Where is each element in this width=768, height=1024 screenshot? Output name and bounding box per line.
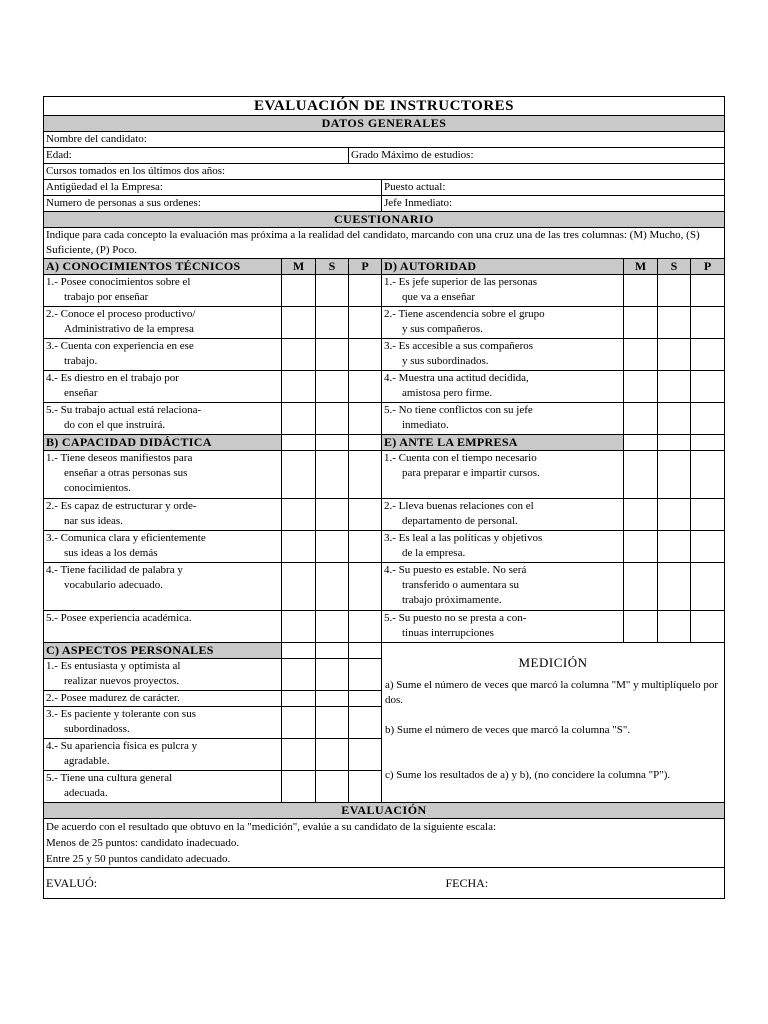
question-text-line: subordinadoss.: [64, 723, 130, 735]
mark-a-5-p[interactable]: [349, 403, 382, 435]
question-text-line: departamento de personal.: [402, 515, 518, 527]
question-text-line: 1.- Es jefe superior de las personas: [384, 276, 538, 288]
column-p-header: P: [349, 259, 382, 275]
form-table: [43, 96, 725, 899]
mark-a-1-s[interactable]: [316, 275, 349, 307]
mark-c-3-m[interactable]: [282, 707, 316, 739]
evaluation-form: [43, 96, 724, 899]
antiguedad-field[interactable]: Antigüedad el la Empresa:: [44, 180, 382, 196]
question-text-line: enseñar: [64, 387, 98, 399]
question-b-5: [44, 611, 282, 643]
mark-e-4-p[interactable]: [691, 563, 725, 611]
question-text-line: amistosa pero firme.: [402, 387, 493, 399]
question-d-4: [382, 371, 624, 403]
question-e-5: [382, 611, 624, 643]
column-m-header: M: [282, 259, 316, 275]
mark-c-3-s[interactable]: [316, 707, 349, 739]
mark-e-1-m[interactable]: [624, 451, 658, 499]
question-text-line: 4.- Su puesto es estable. No será: [384, 564, 527, 576]
mark-e-3-s[interactable]: [658, 531, 691, 563]
question-text-line: 3.- Cuenta con experiencia en ese: [46, 340, 194, 352]
mark-b-2-p[interactable]: [349, 499, 382, 531]
mark-a-4-m[interactable]: [282, 371, 316, 403]
question-a-5: [44, 403, 282, 435]
question-e-4: [382, 563, 624, 611]
sections-b-e: [44, 451, 725, 643]
question-b-2: [44, 499, 282, 531]
question-text-line: 2.- Conoce el proceso productivo/: [46, 308, 196, 320]
mark-e-5-s[interactable]: [658, 611, 691, 643]
mark-a-3-m[interactable]: [282, 339, 316, 371]
question-text-line: adecuada.: [64, 787, 108, 799]
question-c-4: [44, 739, 282, 771]
mark-a-5-s[interactable]: [316, 403, 349, 435]
mark-d-1-m[interactable]: [624, 275, 658, 307]
mark-d-1-s[interactable]: [658, 275, 691, 307]
question-text-line: tinuas interrupciones: [402, 627, 494, 639]
column-s-header: S: [658, 259, 691, 275]
mark-b-4-p[interactable]: [349, 563, 382, 611]
mark-a-3-s[interactable]: [316, 339, 349, 371]
question-text-line: 1.- Tiene deseos manifiestos para: [46, 452, 193, 464]
question-text-line: 5.- Posee experiencia académica.: [46, 612, 192, 624]
mark-e-5-m[interactable]: [624, 611, 658, 643]
mark-b-3-p[interactable]: [349, 531, 382, 563]
question-text-line: 4.- Muestra una actitud decidida,: [384, 372, 529, 384]
mark-e-5-p[interactable]: [691, 611, 725, 643]
cuestionario-instructions: Indique para cada concepto la evaluación mas próxima a la realidad del candidato, marcando con una cruz una de las tres columnas: (M) Mucho, (S) Suficiente, (P) Poco.: [44, 228, 725, 259]
mark-a-3-p[interactable]: [349, 339, 382, 371]
cuestionario-heading: CUESTIONARIO: [44, 212, 725, 228]
mark-b-5-s[interactable]: [316, 611, 349, 643]
question-a-2: [44, 307, 282, 339]
question-text-line: enseñar a otras personas sus: [64, 467, 188, 479]
mark-d-4-m[interactable]: [624, 371, 658, 403]
mark-c-2-m[interactable]: [282, 691, 316, 707]
mark-b-2-s[interactable]: [316, 499, 349, 531]
question-text-line: trabajo por enseñar: [64, 291, 149, 303]
mark-d-5-s[interactable]: [658, 403, 691, 435]
question-d-1: [382, 275, 624, 307]
page-title: EVALUACIÓN DE INSTRUCTORES: [44, 97, 725, 116]
question-text-line: transferido o aumentara su: [402, 579, 519, 591]
question-text-line: que va a enseñar: [402, 291, 475, 303]
question-text-line: 2.- Posee madurez de carácter.: [46, 692, 180, 704]
mark-d-5-m[interactable]: [624, 403, 658, 435]
section-c-title: C) ASPECTOS PERSONALES: [44, 643, 282, 659]
mark-d-3-s[interactable]: [658, 339, 691, 371]
mark-d-1-p[interactable]: [691, 275, 725, 307]
edad-field[interactable]: Edad:: [44, 148, 349, 164]
question-c-3: [44, 707, 282, 739]
mark-c-1-m[interactable]: [282, 659, 316, 691]
question-text-line: 5.- No tiene conflictos con su jefe: [384, 404, 533, 416]
mark-b-1-p[interactable]: [349, 451, 382, 499]
mark-c-5-m[interactable]: [282, 771, 316, 803]
evaluacion-heading: EVALUACIÓN: [44, 803, 725, 819]
medicion-step-a: a) Sume el número de veces que marcó la columna "M" y multiplíquelo por dos.: [385, 679, 719, 706]
question-text-line: 3.- Es accesible a sus compañeros: [384, 340, 534, 352]
question-text-line: 2.- Es capaz de estructurar y orde-: [46, 500, 197, 512]
column-s-header: S: [316, 259, 349, 275]
question-text-line: 4.- Tiene facilidad de palabra y: [46, 564, 183, 576]
mark-a-2-p[interactable]: [349, 307, 382, 339]
mark-c-2-p[interactable]: [349, 691, 382, 707]
question-text-line: inmediato.: [402, 419, 449, 431]
mark-d-5-p[interactable]: [691, 403, 725, 435]
question-text-line: y sus subordinados.: [402, 355, 489, 367]
section-b-title: B) CAPACIDAD DIDÁCTICA: [44, 435, 282, 451]
mark-a-5-m[interactable]: [282, 403, 316, 435]
mark-b-3-m[interactable]: [282, 531, 316, 563]
evaluo-field[interactable]: EVALUÓ:: [44, 868, 382, 899]
mark-d-3-m[interactable]: [624, 339, 658, 371]
mark-e-1-p[interactable]: [691, 451, 725, 499]
mark-e-2-p[interactable]: [691, 499, 725, 531]
question-text-line: 4.- Su apariencia física es pulcra y: [46, 740, 198, 752]
column-p-header: P: [691, 259, 725, 275]
puesto-actual-field[interactable]: Puesto actual:: [382, 180, 725, 196]
question-text-line: 3.- Es paciente y tolerante con sus: [46, 708, 196, 720]
question-b-1: [44, 451, 282, 499]
mark-d-2-m[interactable]: [624, 307, 658, 339]
mark-b-5-p[interactable]: [349, 611, 382, 643]
sections-a-d: [44, 275, 725, 435]
question-e-1: [382, 451, 624, 499]
personas-a-cargo-field[interactable]: Numero de personas a sus ordenes:: [44, 196, 382, 212]
mark-a-2-s[interactable]: [316, 307, 349, 339]
question-c-2: [44, 691, 282, 707]
question-c-1: [44, 659, 282, 691]
mark-a-4-p[interactable]: [349, 371, 382, 403]
question-text-line: 2.- Lleva buenas relaciones con el: [384, 500, 534, 512]
question-d-3: [382, 339, 624, 371]
question-text-line: nar sus ideas.: [64, 515, 123, 527]
mark-c-4-s[interactable]: [316, 739, 349, 771]
mark-a-1-p[interactable]: [349, 275, 382, 307]
question-a-3: [44, 339, 282, 371]
question-text-line: 5.- Su puesto no se presta a con-: [384, 612, 527, 624]
mark-b-5-m[interactable]: [282, 611, 316, 643]
question-text-line: trabajo.: [64, 355, 98, 367]
medicion-step-c: c) Sume los resultados de a) y b), (no concidere la columna "P").: [385, 769, 671, 781]
question-text-line: sus ideas a los demás: [64, 547, 158, 559]
question-text-line: 3.- Comunica clara y eficientemente: [46, 532, 206, 544]
mark-c-1-p[interactable]: [349, 659, 382, 691]
question-e-3: [382, 531, 624, 563]
question-text-line: vocabulario adecuado.: [64, 579, 163, 591]
mark-c-5-p[interactable]: [349, 771, 382, 803]
column-m-header: M: [624, 259, 658, 275]
mark-c-4-m[interactable]: [282, 739, 316, 771]
question-text-line: para preparar e impartir cursos.: [402, 467, 540, 479]
mark-c-5-s[interactable]: [316, 771, 349, 803]
mark-a-1-m[interactable]: [282, 275, 316, 307]
section-a-title: A) CONOCIMIENTOS TÉCNICOS: [44, 259, 282, 275]
question-text-line: 1.- Cuenta con el tiempo necesario: [384, 452, 537, 464]
jefe-inmediato-field[interactable]: Jefe Inmediato:: [382, 196, 725, 212]
mark-a-2-m[interactable]: [282, 307, 316, 339]
mark-c-1-s[interactable]: [316, 659, 349, 691]
question-a-1: [44, 275, 282, 307]
section-c: [44, 643, 725, 803]
question-d-2: [382, 307, 624, 339]
question-d-5: [382, 403, 624, 435]
section-e-title: E) ANTE LA EMPRESA: [382, 435, 624, 451]
question-text-line: 4.- Es diestro en el trabajo por: [46, 372, 179, 384]
question-text-line: Administrativo de la empresa: [64, 323, 194, 335]
question-text-line: 5.- Su trabajo actual está relaciona-: [46, 404, 202, 416]
mark-b-4-m[interactable]: [282, 563, 316, 611]
evaluacion-line-2: Menos de 25 puntos: candidato inadecuado.: [44, 835, 725, 851]
question-text-line: 5.- Tiene una cultura general: [46, 772, 173, 784]
question-text-line: do con el que instruirá.: [64, 419, 166, 431]
question-text-line: realizar nuevos proyectos.: [64, 675, 180, 687]
mark-d-2-s[interactable]: [658, 307, 691, 339]
mark-a-4-s[interactable]: [316, 371, 349, 403]
mark-d-4-s[interactable]: [658, 371, 691, 403]
mark-e-3-m[interactable]: [624, 531, 658, 563]
question-text-line: 2.- Tiene ascendencia sobre el grupo: [384, 308, 545, 320]
medicion-step-b: b) Sume el número de veces que marcó la columna "S".: [385, 724, 631, 736]
medicion-box: [382, 643, 725, 803]
evaluacion-line-1: De acuerdo con el resultado que obtuvo en la "medición", evalúe a su candidato de la siguiente escala:: [44, 819, 725, 836]
question-b-3: [44, 531, 282, 563]
mark-d-2-p[interactable]: [691, 307, 725, 339]
question-text-line: conocimientos.: [64, 482, 131, 494]
mark-e-4-s[interactable]: [658, 563, 691, 611]
fecha-field[interactable]: FECHA:: [382, 868, 725, 899]
mark-e-2-m[interactable]: [624, 499, 658, 531]
mark-c-3-p[interactable]: [349, 707, 382, 739]
question-text-line: y sus compañeros.: [402, 323, 483, 335]
mark-b-2-m[interactable]: [282, 499, 316, 531]
mark-e-2-s[interactable]: [658, 499, 691, 531]
medicion-title: MEDICIÓN: [518, 655, 588, 670]
nombre-field[interactable]: Nombre del candidato:: [44, 132, 725, 148]
question-b-4: [44, 563, 282, 611]
question-text-line: trabajo próximamente.: [402, 594, 502, 606]
question-a-4: [44, 371, 282, 403]
cursos-field[interactable]: Cursos tomados en los últimos dos años:: [44, 164, 725, 180]
mark-b-1-s[interactable]: [316, 451, 349, 499]
question-text-line: 1.- Posee conocimientos sobre el: [46, 276, 191, 288]
mark-c-2-s[interactable]: [316, 691, 349, 707]
mark-b-1-m[interactable]: [282, 451, 316, 499]
mark-c-4-p[interactable]: [349, 739, 382, 771]
mark-d-3-p[interactable]: [691, 339, 725, 371]
question-text-line: de la empresa.: [402, 547, 466, 559]
evaluacion-line-3: Entre 25 y 50 puntos candidato adecuado.: [44, 851, 725, 868]
mark-d-4-p[interactable]: [691, 371, 725, 403]
question-text-line: agradable.: [64, 755, 110, 767]
datos-generales-heading: DATOS GENERALES: [44, 116, 725, 132]
mark-e-4-m[interactable]: [624, 563, 658, 611]
section-d-title: D) AUTORIDAD: [382, 259, 624, 275]
question-text-line: 3.- Es leal a las políticas y objetivos: [384, 532, 543, 544]
mark-b-3-s[interactable]: [316, 531, 349, 563]
question-e-2: [382, 499, 624, 531]
mark-b-4-s[interactable]: [316, 563, 349, 611]
question-c-5: [44, 771, 282, 803]
mark-e-3-p[interactable]: [691, 531, 725, 563]
mark-e-1-s[interactable]: [658, 451, 691, 499]
question-text-line: 1.- Es entusiasta y optimista al: [46, 660, 181, 672]
grado-estudios-field[interactable]: Grado Máximo de estudios:: [349, 148, 725, 164]
